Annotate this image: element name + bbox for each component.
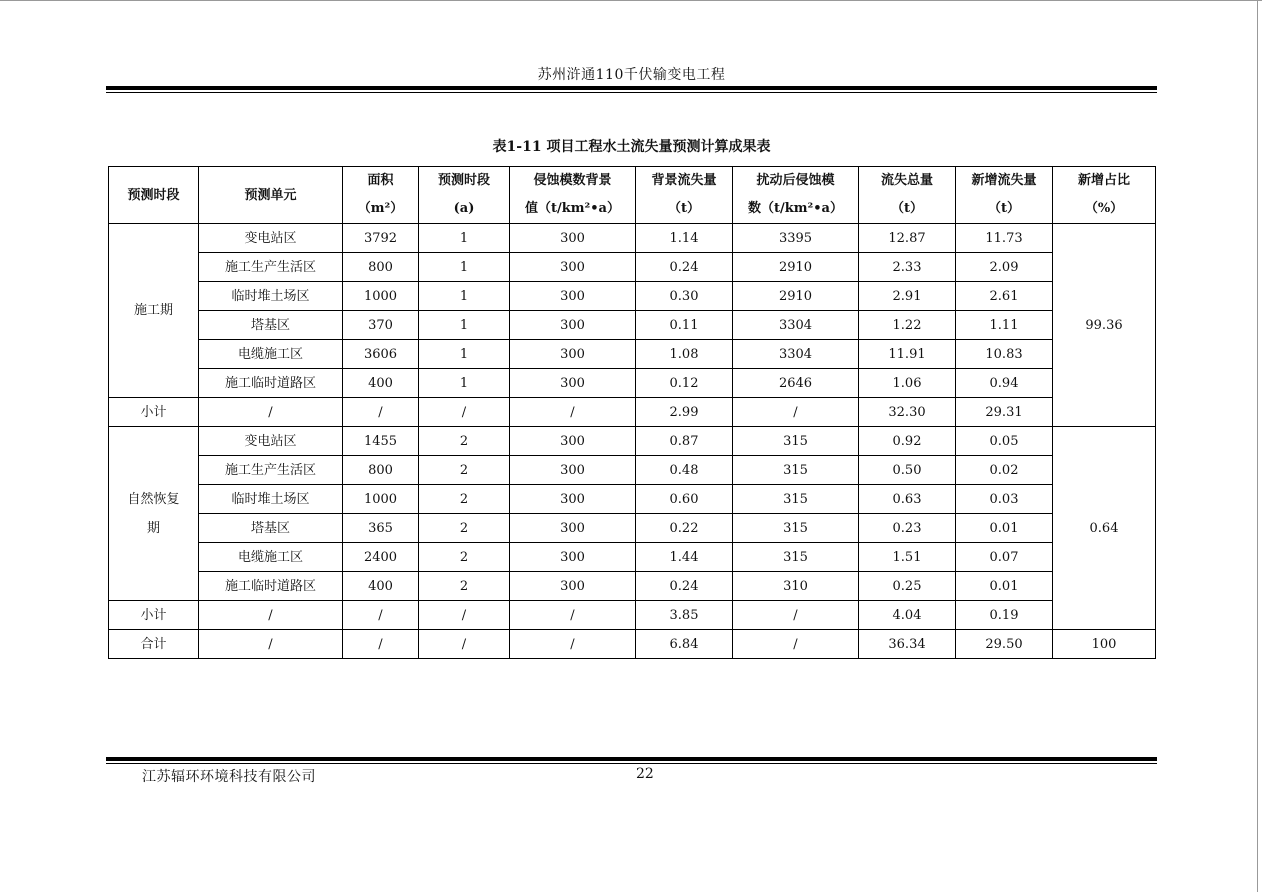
cell-area: 2400 xyxy=(343,543,419,572)
cell-total-loss: 12.87 xyxy=(859,224,956,253)
cell-bg-modulus: 300 xyxy=(510,456,636,485)
cell-area: / xyxy=(343,630,419,659)
cell-new-loss: 29.31 xyxy=(956,398,1053,427)
cell-unit: 塔基区 xyxy=(199,311,343,340)
cell-dist-modulus: 315 xyxy=(733,427,859,456)
cell-area: 370 xyxy=(343,311,419,340)
cell-area: 3792 xyxy=(343,224,419,253)
subtotal-row-recovery xyxy=(109,601,1156,630)
cell-years: 2 xyxy=(419,572,510,601)
subtotal-label: 小计 xyxy=(109,601,199,630)
cell-years: / xyxy=(419,630,510,659)
header-row xyxy=(109,167,1156,224)
cell-dist-modulus: 310 xyxy=(733,572,859,601)
cell-unit: / xyxy=(199,601,343,630)
cell-years: 2 xyxy=(419,456,510,485)
cell-area: 1455 xyxy=(343,427,419,456)
cell-total-loss: 0.25 xyxy=(859,572,956,601)
table-row xyxy=(109,427,1156,456)
table-row xyxy=(109,311,1156,340)
cell-area: 400 xyxy=(343,369,419,398)
cell-area: 800 xyxy=(343,253,419,282)
header-area xyxy=(343,167,419,224)
cell-bg-loss: 0.60 xyxy=(636,485,733,514)
cell-total-loss: 4.04 xyxy=(859,601,956,630)
cell-total-loss: 11.91 xyxy=(859,340,956,369)
cell-dist-modulus: / xyxy=(733,601,859,630)
cell-dist-modulus: 3395 xyxy=(733,224,859,253)
cell-bg-loss: 0.48 xyxy=(636,456,733,485)
cell-dist-modulus: / xyxy=(733,398,859,427)
header-duration-line2: (a) xyxy=(453,201,475,216)
cell-total-loss: 2.91 xyxy=(859,282,956,311)
table-row xyxy=(109,514,1156,543)
table-row xyxy=(109,369,1156,398)
cell-unit: 施工临时道路区 xyxy=(199,369,343,398)
cell-dist-modulus: 315 xyxy=(733,485,859,514)
cell-bg-modulus: 300 xyxy=(510,311,636,340)
cell-bg-modulus: 300 xyxy=(510,485,636,514)
cell-new-loss: 0.19 xyxy=(956,601,1053,630)
cell-area: 400 xyxy=(343,572,419,601)
cell-dist-modulus: 2910 xyxy=(733,253,859,282)
cell-bg-loss: 0.87 xyxy=(636,427,733,456)
cell-dist-modulus: / xyxy=(733,630,859,659)
cell-area: 1000 xyxy=(343,282,419,311)
table-row xyxy=(109,572,1156,601)
cell-bg-modulus: / xyxy=(510,398,636,427)
cell-bg-modulus: 300 xyxy=(510,543,636,572)
cell-bg-modulus: / xyxy=(510,630,636,659)
cell-dist-modulus: 2910 xyxy=(733,282,859,311)
header-dist-modulus xyxy=(733,167,859,224)
cell-unit: 施工生产生活区 xyxy=(199,253,343,282)
cell-total-loss: 2.33 xyxy=(859,253,956,282)
cell-bg-loss: 0.11 xyxy=(636,311,733,340)
header-bg-loss xyxy=(636,167,733,224)
page-number: 22 xyxy=(636,766,654,782)
header-area-line1: 面积 xyxy=(367,173,394,188)
period-construction: 施工期 xyxy=(109,224,199,398)
header-total-loss xyxy=(859,167,956,224)
header-dist-modulus-line1: 扰动后侵蚀模 xyxy=(756,173,835,188)
cell-bg-loss: 0.22 xyxy=(636,514,733,543)
cell-bg-modulus: 300 xyxy=(510,253,636,282)
cell-bg-modulus: 300 xyxy=(510,572,636,601)
cell-bg-modulus: 300 xyxy=(510,282,636,311)
footer-rule-thin xyxy=(106,763,1157,764)
header-total-loss-line1: 流失总量 xyxy=(880,173,933,188)
cell-bg-modulus: 300 xyxy=(510,514,636,543)
cell-unit: 施工临时道路区 xyxy=(199,572,343,601)
cell-total-loss: 0.92 xyxy=(859,427,956,456)
table-caption: 表1-11 项目工程水土流失量预测计算成果表 xyxy=(492,139,771,155)
page-border-right xyxy=(1257,0,1258,892)
cell-dist-modulus: 315 xyxy=(733,456,859,485)
cell-bg-modulus: 300 xyxy=(510,369,636,398)
header-share-line2: （%） xyxy=(1084,201,1124,216)
cell-dist-modulus: 3304 xyxy=(733,340,859,369)
soil-erosion-table xyxy=(108,166,1156,659)
cell-bg-modulus: 300 xyxy=(510,340,636,369)
cell-unit: 临时堆土场区 xyxy=(199,485,343,514)
cell-years: / xyxy=(419,601,510,630)
header-duration-line1: 预测时段 xyxy=(437,173,490,188)
cell-total-loss: 36.34 xyxy=(859,630,956,659)
cell-years: 1 xyxy=(419,311,510,340)
cell-total-loss: 1.06 xyxy=(859,369,956,398)
subtotal-row-construction xyxy=(109,398,1156,427)
footer-company: 江苏辐环环境科技有限公司 xyxy=(142,769,316,785)
cell-years: 1 xyxy=(419,369,510,398)
running-header: 苏州浒通110千伏输变电工程 xyxy=(537,67,726,83)
header-new-loss-line2: （t） xyxy=(987,201,1020,216)
cell-area: / xyxy=(343,398,419,427)
cell-new-loss: 0.01 xyxy=(956,514,1053,543)
cell-area: 800 xyxy=(343,456,419,485)
cell-area: 1000 xyxy=(343,485,419,514)
cell-years: 2 xyxy=(419,514,510,543)
cell-area: 365 xyxy=(343,514,419,543)
cell-unit: 电缆施工区 xyxy=(199,340,343,369)
cell-new-loss: 2.09 xyxy=(956,253,1053,282)
header-bg-modulus-line2: 值（t/km²•a） xyxy=(525,201,620,216)
cell-unit: 变电站区 xyxy=(199,427,343,456)
table-row xyxy=(109,253,1156,282)
cell-total-loss: 0.50 xyxy=(859,456,956,485)
page-border-top xyxy=(0,0,1262,1)
period-recovery-line2: 期 xyxy=(146,520,160,536)
header-total-loss-line2: （t） xyxy=(890,201,923,216)
grand-total-row xyxy=(109,630,1156,659)
header-bg-modulus-line1: 侵蚀模数背景 xyxy=(533,173,612,188)
footer-rule xyxy=(106,757,1157,761)
cell-dist-modulus: 3304 xyxy=(733,311,859,340)
cell-years: / xyxy=(419,398,510,427)
cell-bg-loss: 2.99 xyxy=(636,398,733,427)
header-bg-loss-line2: （t） xyxy=(667,201,700,216)
cell-bg-loss: 0.24 xyxy=(636,253,733,282)
cell-new-loss: 0.07 xyxy=(956,543,1053,572)
cell-unit: 塔基区 xyxy=(199,514,343,543)
header-share xyxy=(1053,167,1156,224)
table-row xyxy=(109,340,1156,369)
cell-new-loss: 11.73 xyxy=(956,224,1053,253)
cell-dist-modulus: 315 xyxy=(733,543,859,572)
cell-new-loss: 0.03 xyxy=(956,485,1053,514)
header-area-line2: （m²） xyxy=(357,201,404,216)
cell-unit: 电缆施工区 xyxy=(199,543,343,572)
cell-bg-modulus: / xyxy=(510,601,636,630)
cell-new-loss: 0.05 xyxy=(956,427,1053,456)
cell-total-loss: 0.23 xyxy=(859,514,956,543)
cell-total-loss: 32.30 xyxy=(859,398,956,427)
header-dist-modulus-line2: 数（t/km²•a） xyxy=(748,201,843,216)
cell-years: 1 xyxy=(419,340,510,369)
cell-new-loss: 29.50 xyxy=(956,630,1053,659)
cell-years: 2 xyxy=(419,543,510,572)
cell-unit: / xyxy=(199,398,343,427)
header-bg-modulus xyxy=(510,167,636,224)
cell-bg-loss: 6.84 xyxy=(636,630,733,659)
table-row xyxy=(109,485,1156,514)
table-row xyxy=(109,456,1156,485)
header-bg-loss-line1: 背景流失量 xyxy=(651,173,717,188)
cell-total-loss: 1.51 xyxy=(859,543,956,572)
cell-bg-loss: 1.08 xyxy=(636,340,733,369)
header-rule xyxy=(106,86,1157,90)
table-row xyxy=(109,543,1156,572)
cell-unit: 变电站区 xyxy=(199,224,343,253)
cell-dist-modulus: 2646 xyxy=(733,369,859,398)
share-construction: 99.36 xyxy=(1053,224,1156,427)
cell-years: 2 xyxy=(419,427,510,456)
header-rule-thin xyxy=(106,92,1157,93)
cell-dist-modulus: 315 xyxy=(733,514,859,543)
cell-area: 3606 xyxy=(343,340,419,369)
cell-unit: 临时堆土场区 xyxy=(199,282,343,311)
cell-share: 100 xyxy=(1053,630,1156,659)
header-share-line1: 新增占比 xyxy=(1077,173,1130,188)
cell-unit: / xyxy=(199,630,343,659)
cell-new-loss: 0.02 xyxy=(956,456,1053,485)
table-row xyxy=(109,224,1156,253)
cell-years: 1 xyxy=(419,282,510,311)
header-unit: 预测单元 xyxy=(199,167,343,224)
cell-new-loss: 10.83 xyxy=(956,340,1053,369)
header-new-loss xyxy=(956,167,1053,224)
cell-new-loss: 0.01 xyxy=(956,572,1053,601)
cell-bg-loss: 3.85 xyxy=(636,601,733,630)
cell-bg-modulus: 300 xyxy=(510,427,636,456)
cell-bg-loss: 0.30 xyxy=(636,282,733,311)
cell-bg-loss: 0.12 xyxy=(636,369,733,398)
grand-total-label: 合计 xyxy=(109,630,199,659)
cell-bg-loss: 1.14 xyxy=(636,224,733,253)
cell-years: 1 xyxy=(419,224,510,253)
subtotal-label: 小计 xyxy=(109,398,199,427)
header-new-loss-line1: 新增流失量 xyxy=(971,173,1037,188)
cell-new-loss: 0.94 xyxy=(956,369,1053,398)
cell-new-loss: 1.11 xyxy=(956,311,1053,340)
cell-total-loss: 0.63 xyxy=(859,485,956,514)
cell-bg-modulus: 300 xyxy=(510,224,636,253)
share-recovery: 0.64 xyxy=(1053,427,1156,630)
cell-unit: 施工生产生活区 xyxy=(199,456,343,485)
cell-area: / xyxy=(343,601,419,630)
cell-bg-loss: 1.44 xyxy=(636,543,733,572)
header-period: 预测时段 xyxy=(109,167,199,224)
cell-years: 1 xyxy=(419,253,510,282)
cell-bg-loss: 0.24 xyxy=(636,572,733,601)
cell-years: 2 xyxy=(419,485,510,514)
period-recovery-line1: 自然恢复 xyxy=(127,491,180,507)
header-duration xyxy=(419,167,510,224)
cell-total-loss: 1.22 xyxy=(859,311,956,340)
cell-new-loss: 2.61 xyxy=(956,282,1053,311)
period-recovery xyxy=(109,427,199,601)
table-row xyxy=(109,282,1156,311)
